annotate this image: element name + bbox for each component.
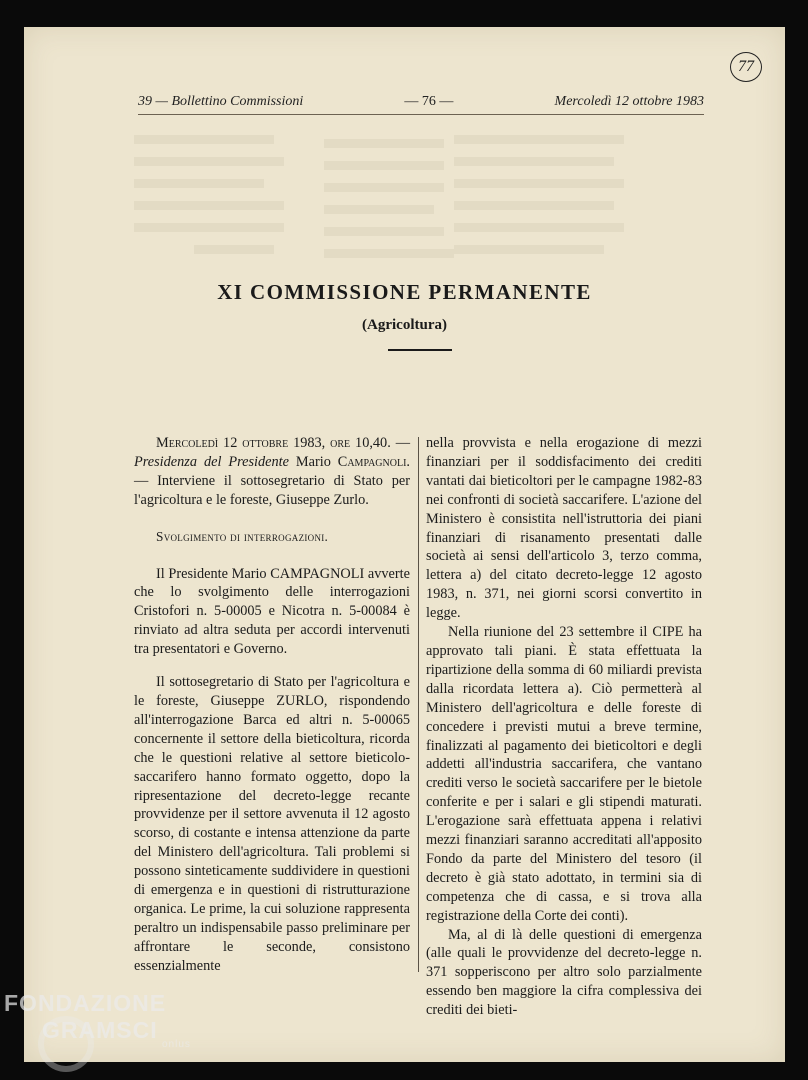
handwritten-page-number: 77 [730, 52, 762, 82]
paragraph: nella provvista e nella erogazione di mezzi finanziari per il soddisfacimento dei crediti vantati dai bieticoltori per le campagne 1982-83 nei confronti di società saccarifere. L'azione del Ministero è consistita nell'istruttoria dei piani finanziari di risanamento presentati dalle società ai sensi dell'articolo 3, terzo comma, lettera a) del citato decreto-legge 12 agosto 1983, n. 371, nei giorni scorsi convertito in legge. [426, 435, 702, 622]
presidenza-label: Presidenza del Presidente [134, 453, 289, 470]
paragraph: Nella riunione del 23 settembre il CIPE ha approvato tali piani. È stata effettuata la ripartizione della somma di 60 miliardi prevista dalla ricordata lettera a). Ciò permetterà al Ministero dell'agricoltura e delle foreste di concedere i previsti mutui a breve termine, finalizzati al pagamento dei bieticoltori e degli addetti all'industria saccarifera, che vantano crediti verso le società saccarifere per le bietole conferite e per i salari e gli stipendi maturati. L'erogazione sarà effettuata appena i relativi mezzi finanziari saranno accreditati all'apposito Fondo da parte del Ministero del tesoro (il decreto è già stato adottato, in termini sia di competenza che di cassa, e si trova alla registrazione della Corte dei conti). [426, 624, 702, 924]
session-intro: Mercoledì 12 ottobre 1983, ore 10,40. — Presidenza del Presidente Mario Campagnoli. — Interviene il sottosegretario di Stato per l'agricoltura e le foreste, Giuseppe Zurlo. [134, 435, 410, 508]
header-date: Mercoledì 12 ottobre 1983 [554, 94, 704, 109]
header-page-number: — 76 — [404, 94, 454, 109]
page-subtitle: (Agricoltura) [362, 317, 447, 333]
column-divider [418, 437, 419, 972]
paragraph: Il sottosegretario di Stato per l'agricoltura e le foreste, Giuseppe ZURLO, rispondendo all'interrogazione Barca ed altri n. 5-00065 concernente il settore della bieticoltura, ricorda che le questioni relative al settore bieticolo-saccarifero hanno formato oggetto, dopo la ripresentazione del decreto-legge recante provvidenze per il settore avvenuta il 12 agosto scorso, di costante e intensa attenzione da parte del Ministero dell'agricoltura. Tali problemi si possono sinteticamente suddividere in questioni di emergenza e in questioni di ristrutturazione organica. Le prime, la cui soluzione rappresenta peraltro un indispensabile passo preliminare per affrontare le seconde, consistono essenzialmente [134, 674, 410, 974]
fondazione-gramsci-watermark: FONDAZIONE GRAMSCI onlus [4, 990, 191, 1050]
title-rule [388, 349, 452, 351]
header-rule [138, 114, 704, 115]
right-column [426, 434, 702, 1020]
header-bulletin-ref: 39 — Bollettino Commissioni [138, 94, 304, 109]
session-date: Mercoledì 12 ottobre 1983, ore 10,40. [156, 435, 391, 451]
left-column [134, 434, 410, 976]
document-page [24, 27, 785, 1062]
running-header [138, 94, 704, 110]
page-title: XI COMMISSIONE PERMANENTE [217, 280, 592, 304]
section-heading: Svolgimento di interrogazioni. [156, 528, 329, 544]
paragraph: Il Presidente Mario CAMPAGNOLI avverte che lo svolgimento delle interrogazioni Cristofori n. 5-00005 e Nicotra n. 5-00084 è rinviato ad altra seduta per accordi intervenuti tra presentatori e Governo. [134, 565, 410, 658]
president-name: Campagnoli. [337, 453, 410, 470]
paragraph: Ma, al di là delle questioni di emergenza (alle quali le provvidenze del decreto-legge n. 371 sopperiscono per altro solo parzialmente essendo ben maggiore la cifra complessiva dei crediti dei bieti- [426, 926, 702, 1019]
